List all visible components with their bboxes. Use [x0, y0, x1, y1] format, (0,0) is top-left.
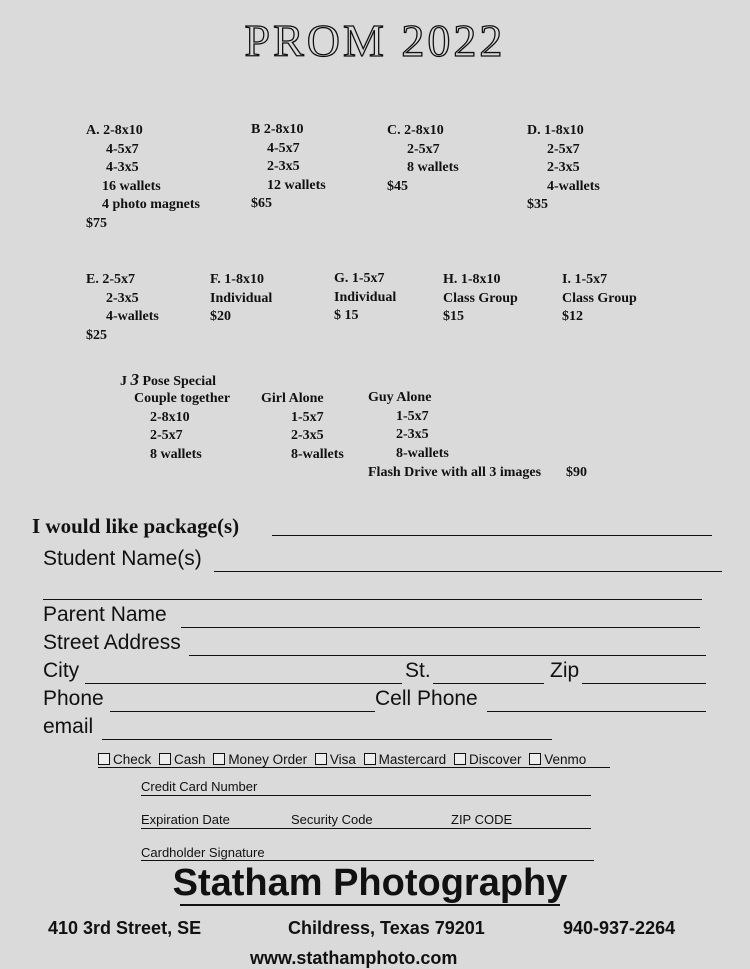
- payment-option-label: Venmo: [544, 752, 587, 767]
- package-j-guy: [368, 389, 449, 463]
- package-label: J: [120, 374, 127, 389]
- package-prompt: I would like package(s): [32, 514, 240, 538]
- check-checkbox[interactable]: [98, 753, 110, 765]
- street-address-label: Street Address: [43, 631, 181, 654]
- city-label: City: [43, 659, 80, 682]
- package-line: 1-5x7: [351, 271, 385, 286]
- package-line: 2-8x10: [263, 122, 304, 137]
- student-name-field-2[interactable]: [43, 599, 702, 600]
- package-price: $12: [562, 309, 583, 325]
- package-j-number: 3: [130, 370, 139, 389]
- package-line: 4-5x7: [106, 141, 139, 157]
- state-field[interactable]: [433, 683, 544, 684]
- package-line: Class Group: [562, 290, 637, 306]
- package-price: $20: [210, 309, 231, 325]
- phone-field[interactable]: [110, 711, 375, 712]
- package-line: 4-3x5: [106, 160, 139, 176]
- package-line: 1-5x7: [574, 272, 608, 287]
- package-line: 8-wallets: [291, 446, 344, 462]
- package-label: H.: [443, 272, 458, 287]
- payment-option-label: Mastercard: [378, 752, 447, 767]
- credit-card-number-label: Credit Card Number: [141, 779, 258, 794]
- parent-name-field[interactable]: [181, 627, 700, 628]
- payment-option-label: Check: [113, 752, 152, 767]
- package-line: 8 wallets: [407, 160, 459, 176]
- package-b: [251, 121, 326, 214]
- email-label: email: [43, 715, 94, 738]
- package-line: 8-wallets: [396, 445, 449, 461]
- company-city: Childress, Texas 79201: [288, 918, 485, 938]
- email-field[interactable]: [102, 739, 552, 740]
- payment-option-label: Discover: [468, 752, 522, 767]
- package-j-heading: Guy Alone: [368, 390, 432, 405]
- package-line: 2-5x7: [102, 272, 136, 287]
- expiration-date-label: Expiration Date: [141, 812, 230, 827]
- package-label: F.: [210, 272, 221, 287]
- package-line: 2-5x7: [547, 141, 580, 157]
- package-d: [527, 122, 600, 215]
- student-name-label: Student Name(s): [43, 547, 202, 570]
- parent-name-label: Parent Name: [43, 603, 167, 626]
- discover-checkbox[interactable]: [454, 753, 466, 765]
- package-j-couple: [134, 390, 230, 464]
- payment-option-label: Cash: [174, 752, 206, 767]
- mastercard-checkbox[interactable]: [364, 753, 376, 765]
- phone-label: Phone: [43, 687, 104, 710]
- package-line: 1-8x10: [224, 272, 264, 287]
- package-line: 1-8x10: [460, 272, 501, 287]
- card-details-field[interactable]: [141, 828, 591, 829]
- package-line: 2-8x10: [150, 409, 190, 425]
- package-line: 2-8x10: [103, 123, 143, 138]
- student-name-field[interactable]: [214, 571, 722, 572]
- payment-underline: [98, 767, 610, 768]
- security-code-label: Security Code: [291, 812, 373, 827]
- package-input-line[interactable]: [272, 535, 712, 536]
- card-zip-label: ZIP CODE: [451, 812, 513, 827]
- company-phone: 940-937-2264: [563, 918, 676, 938]
- cell-phone-field[interactable]: [487, 711, 706, 712]
- package-price: $65: [251, 196, 272, 212]
- package-price: $75: [86, 215, 107, 231]
- package-line: 8 wallets: [150, 446, 202, 462]
- package-line: 4 photo magnets: [102, 197, 201, 213]
- package-line: 2-5x7: [150, 428, 183, 444]
- package-e: [86, 271, 159, 345]
- package-j-title: Pose Special: [142, 374, 216, 389]
- package-line: 2-3x5: [267, 159, 300, 175]
- package-j-girl: [261, 390, 344, 464]
- company-name: Statham Photography: [172, 862, 568, 904]
- street-address-field[interactable]: [189, 655, 706, 656]
- package-label: I.: [562, 272, 571, 287]
- cardholder-signature-field[interactable]: [141, 860, 594, 861]
- flash-drive-text: Flash Drive with all 3 images: [368, 465, 542, 480]
- package-line: 2-3x5: [396, 427, 429, 443]
- package-label: B: [251, 122, 261, 137]
- package-label: G.: [334, 271, 349, 286]
- package-c: [387, 122, 459, 196]
- package-label: C.: [387, 123, 401, 138]
- zip-label: Zip: [550, 659, 580, 682]
- visa-checkbox[interactable]: [315, 753, 327, 765]
- package-h: [443, 271, 518, 327]
- credit-card-number-field[interactable]: [141, 795, 591, 796]
- package-j-header: [120, 371, 216, 392]
- venmo-checkbox[interactable]: [529, 753, 541, 765]
- package-label: E.: [86, 272, 99, 287]
- company-street: 410 3rd Street, SE: [48, 918, 202, 938]
- payment-option-label: Money Order: [228, 752, 308, 767]
- package-line: Individual: [334, 289, 397, 305]
- package-price: $15: [443, 309, 464, 325]
- package-line: 1-5x7: [291, 409, 324, 425]
- package-line: Class Group: [443, 290, 518, 306]
- package-line: 2-3x5: [106, 290, 139, 306]
- package-price: $ 15: [334, 308, 359, 324]
- package-line: 2-3x5: [547, 160, 580, 176]
- cell-phone-label: Cell Phone: [375, 687, 478, 710]
- package-line: 4-wallets: [106, 309, 159, 325]
- package-label: A.: [86, 123, 100, 138]
- package-label: D.: [527, 123, 541, 138]
- cash-checkbox[interactable]: [159, 753, 171, 765]
- package-line: 2-3x5: [291, 428, 324, 444]
- package-line: 1-5x7: [396, 408, 429, 424]
- package-line: 4-wallets: [547, 178, 600, 194]
- state-label: St.: [405, 659, 431, 682]
- package-line: Individual: [210, 290, 273, 306]
- package-line: 2-8x10: [404, 123, 444, 138]
- package-price: $25: [86, 327, 107, 343]
- package-price: $45: [387, 178, 408, 194]
- cardholder-signature-label: Cardholder Signature: [141, 845, 265, 860]
- package-line: 1-8x10: [544, 123, 584, 138]
- company-name-underline: [180, 904, 560, 906]
- page-title: PROM 2022: [244, 15, 506, 66]
- city-field[interactable]: [85, 683, 402, 684]
- package-line: 4-5x7: [267, 140, 300, 156]
- package-price: $90: [566, 465, 588, 480]
- package-a: [86, 122, 200, 234]
- package-line: 12 wallets: [267, 177, 326, 193]
- package-line: 2-5x7: [407, 141, 440, 157]
- package-f: [210, 271, 272, 327]
- payment-option-label: Visa: [329, 752, 356, 767]
- package-g: [334, 270, 396, 326]
- company-website[interactable]: www.stathamphoto.com: [250, 948, 458, 968]
- package-j-heading: Couple together: [134, 391, 231, 406]
- package-i: [562, 271, 637, 327]
- package-j-flash-drive: [368, 464, 587, 483]
- package-j-heading: Girl Alone: [261, 391, 324, 406]
- package-line: 16 wallets: [102, 178, 161, 194]
- zip-field[interactable]: [582, 683, 706, 684]
- payment-options: [98, 752, 586, 767]
- package-price: $35: [527, 197, 548, 213]
- money-order-checkbox[interactable]: [213, 753, 225, 765]
